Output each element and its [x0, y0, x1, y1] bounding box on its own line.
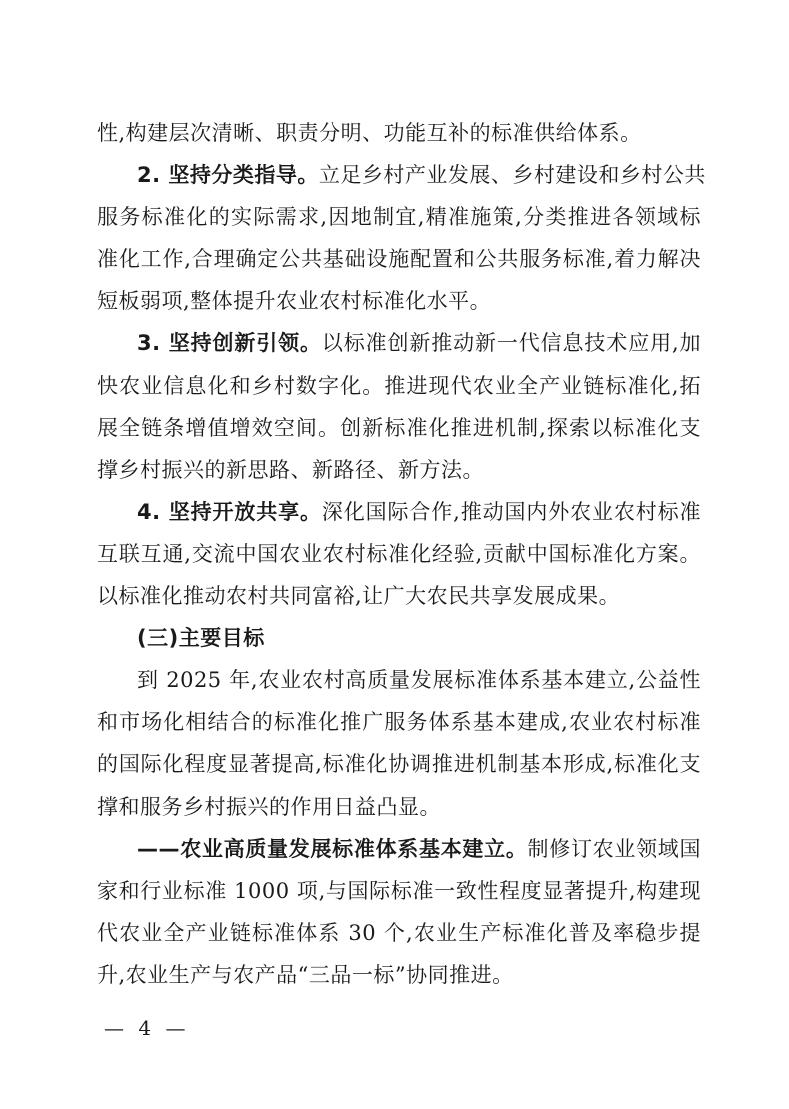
line-text: 立足乡村产业发展、乡村建设和乡村公共 — [318, 163, 706, 188]
text-line — [97, 407, 701, 449]
text-line — [97, 449, 701, 491]
text-line — [97, 280, 701, 322]
text-line — [97, 238, 701, 280]
line-text: 互联互通,交流中国农业农村标准化经验,贡献中国标准化方案。 — [97, 541, 701, 566]
text-line — [97, 617, 701, 659]
paragraph — [97, 154, 706, 322]
line-text: 以标准创新推动新一代信息技术应用,加 — [321, 331, 701, 356]
line-text: 升,农业生产与农产品“三品一标”协同推进。 — [97, 962, 514, 987]
line-text: 和市场化相结合的标准化推广服务体系基本建成,农业农村标准 — [97, 710, 701, 735]
paragraph — [97, 491, 701, 617]
text-line — [97, 322, 701, 364]
line-text: 到 2025 年,农业农村高质量发展标准体系基本建立,公益性 — [137, 668, 701, 693]
paragraph-heading: 4. 坚持开放共享。 — [137, 499, 322, 524]
line-text: 短板弱项,整体提升农业农村标准化水平。 — [97, 289, 492, 314]
text-line — [97, 196, 701, 238]
line-text: 撑和服务乡村振兴的作用日益凸显。 — [97, 794, 441, 819]
paragraph — [97, 828, 701, 996]
text-line — [97, 112, 701, 154]
line-text: 展全链条增值增效空间。创新标准化推进机制,探索以标准化支 — [97, 415, 701, 440]
paragraph-heading: ——农业高质量发展标准体系基本建立。 — [137, 836, 528, 861]
line-text: 服务标准化的实际需求,因地制宜,精准施策,分类推进各领域标 — [97, 205, 701, 230]
paragraph — [97, 112, 701, 154]
text-line — [97, 743, 701, 785]
text-line — [97, 575, 701, 617]
line-text: 以标准化推动农村共同富裕,让广大农民共享发展成果。 — [97, 584, 621, 609]
paragraph — [97, 617, 701, 659]
text-line — [97, 533, 701, 575]
line-text: 代农业全产业链标准体系 30 个,农业生产标准化普及率稳步提 — [97, 920, 701, 945]
paragraph — [97, 322, 701, 490]
line-text: 制修订农业领域国 — [527, 836, 702, 861]
line-text: 撑乡村振兴的新思路、新路径、新方法。 — [97, 457, 484, 482]
text-line — [97, 491, 701, 533]
text-line — [97, 912, 701, 954]
paragraph-heading: 3. 坚持创新引领。 — [137, 331, 322, 356]
text-line — [97, 701, 701, 743]
document-body — [97, 112, 706, 996]
paragraph-heading: 2. 坚持分类指导。 — [137, 163, 319, 188]
text-line — [97, 870, 701, 912]
paragraph-heading: (三)主要目标 — [137, 626, 265, 651]
line-text: 性,构建层次清晰、职责分明、功能互补的标准供给体系。 — [97, 121, 642, 145]
line-text: 深化国际合作,推动国内外农业农村标准 — [321, 499, 701, 524]
paragraph — [97, 659, 701, 827]
line-text: 准化工作,合理确定公共基础设施配置和公共服务标准,着力解决 — [97, 247, 701, 272]
text-line — [97, 659, 701, 701]
line-text: 的国际化程度显著提高,标准化协调推进机制基本形成,标准化支 — [97, 752, 701, 777]
text-line — [97, 954, 701, 996]
line-text: 快农业信息化和乡村数字化。推进现代农业全产业链标准化,拓 — [97, 373, 701, 398]
page-number: — 4 — — [104, 1016, 190, 1040]
text-line — [97, 828, 701, 870]
line-text: 家和行业标准 1000 项,与国际标准一致性程度显著提升,构建现 — [97, 878, 701, 903]
text-line — [97, 154, 706, 196]
text-line — [97, 786, 701, 828]
text-line — [97, 365, 701, 407]
